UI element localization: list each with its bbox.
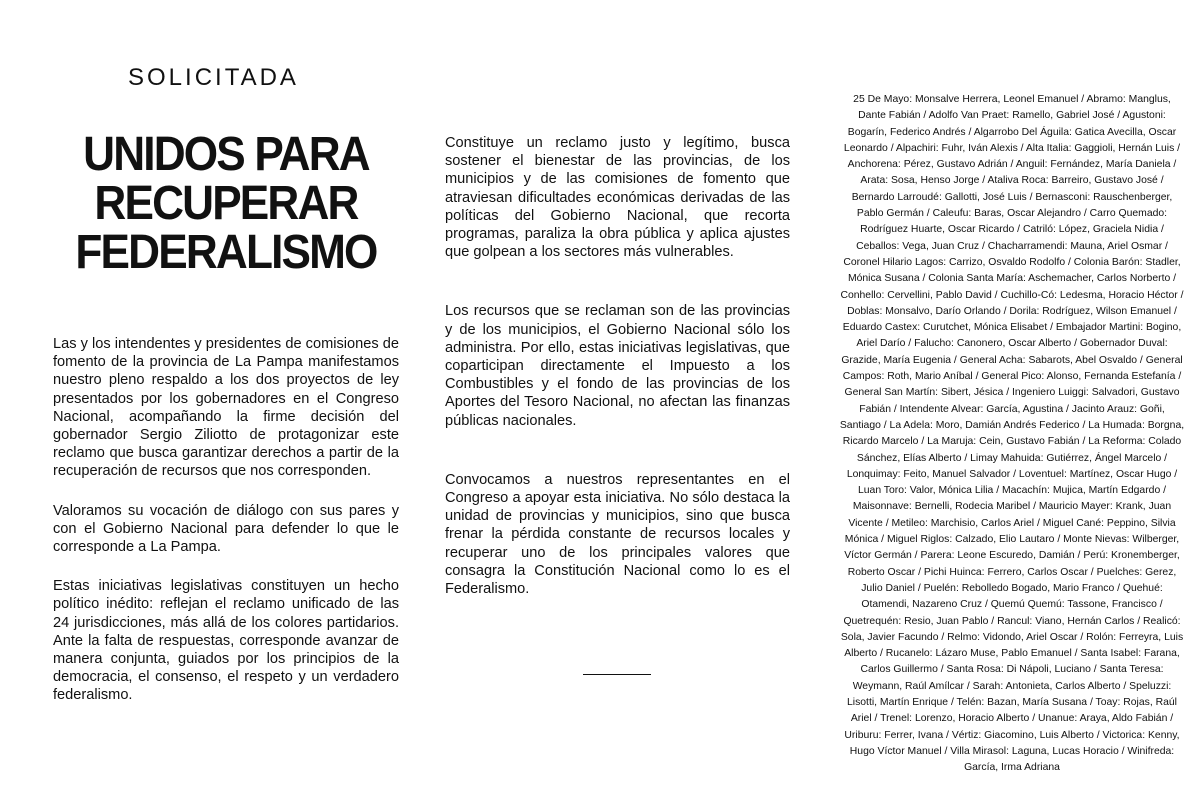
left-paragraph-1: Las y los intendentes y presidentes de comisiones de fomento de la provincia de La Pampa manifestamos nuestro pleno respaldo a los dos proyectos de ley presentados por los gobernadores en el Congreso Nacional, acompañando la firme decisión del gobernador Sergio Ziliotto de protagonizar este reclamo que busca garantizar derechos a partir de la recuperación de recursos que nos corresponden. [53,336,399,480]
middle-column [445,134,790,598]
left-paragraph-3: Estas iniciativas legislativas constituyen un hecho político inédito: reflejan el reclamo unificado de las 24 jurisdicciones, más allá de los colores partidarios. Ante la falta de respuestas, corresponde avanzar de manera conjunta, guiados por los principios de la democracia, el consenso, el respeto y un verdadero federalismo. [53,578,399,704]
headline-line-3: FEDERALISMO [75,226,377,279]
solicitada-label: SOLICITADA [128,64,299,91]
signatories-list: 25 De Mayo: Monsalve Herrera, Leonel Emanuel / Abramo: Manglus, Dante Fabián / Adolfo Van Praet: Ramello, Gabriel José / Agustoni: Bogarín, Federico Andrés / Algarrobo Del Águila: Gatica Avecilla, Oscar Leonardo / Alpachiri: Fuhr, Iván Alexis / Alta Italia: Gaggioli, Hernán Luis / Anchorena: Pérez, Gustavo Adrián / Anguil: Fernández, María Daniela / Arata: Sosa, Henso Jorge / Ataliva Roca: Barreiro, Gustavo José / Bernardo Larroudé: Gallotti, José Luis / Bernasconi: Rauschenberger, Pablo Germán / Caleufu: Baras, Oscar Alejandro / Carro Quemado: Rodríguez Huarte, Oscar Ricardo / Catriló: López, Graciela Nidia / Ceballos: Vega, Juan Cruz / Chacharramendi: Mauna, Ariel Osmar / Coronel Hilario Lagos: Carrizo, Osvaldo Rodolfo / Colonia Barón: Stadler, Mónica Susana / Colonia Santa María: Aschemacher, Carlos Norberto / Conhello: Cervellini, Pablo David / Cuchillo-Có: Ledesma, Horacio Héctor / Doblas: Monsalvo, Darío Orlando / Dorila: Rodríguez, Wilson Emanuel / Eduardo Castex: Curutchet, Mónica Elisabet / Embajador Martini: Bogino, Ariel Darío / Falucho: Canonero, Oscar Alberto / Gobernador Duval: Grazide, María Eugenia / General Acha: Sabarots, Abel Osvaldo / General Campos: Roth, Mario Aníbal / General Pico: Alonso, Fernanda Estefanía / General San Martín: Sibert, Jésica / Ingeniero Luiggi: Salvadori, Gustavo Fabián / Intendente Alvear: García, Agustina / Jacinto Arauz: Goñi, Santiago / La Adela: Moro, Damián Andrés Federico / La Humada: Borgna, Ricardo Marcelo / La Maruja: Cein, Gustavo Fabián / La Reforma: Colado Sánchez, Elías Alberto / Limay Mahuida: Gutiérrez, Ángel Marcelo / Lonquimay: Feito, Manuel Salvador / Loventuel: Martínez, Oscar Hugo / Luan Toro: Valor, Mónica Lilia / Macachín: Mujica, Martín Edgardo / Maisonnave: Bernelli, Rodecia Maribel / Mauricio Mayer: Krank, Juan Vicente / Metileo: Marchisio, Carlos Ariel / Miguel Cané: Peppino, Silvia Mónica / Miguel Riglos: Calzado, Elio Lautaro / Monte Nievas: Wilberger, Víctor Germán / Parera: Leone Escuredo, Damián / Perú: Kronemberger, Roberto Oscar / Pichi Huinca: Ferrero, Carlos Oscar / Puelches: Gerez, Julio Daniel / Puelén: Rebolledo Bogado, Mario Franco / Quehué: Otamendi, Nazareno Cruz / Quemú Quemú: Tassone, Francisco / Quetrequén: Resio, Juan Pablo / Rancul: Viano, Hernán Carlos / Realicó: Sola, Javier Facundo / Relmo: Vidondo, Ariel Oscar / Rolón: Ferreyra, Luis Alberto / Rucanelo: Lázaro Muse, Pablo Emanuel / Santa Isabel: Farana, Carlos Guillermo / Santa Rosa: Di Nápoli, Luciano / Santa Teresa: Weymann, Raúl Amílcar / Sarah: Antonieta, Carlos Alberto / Speluzzi: Lisotti, Martín Enrique / Telén: Bazan, María Susana / Toay: Rojas, Raúl Ariel / Trenel: Lorenzo, Horacio Alberto / Unanue: Araya, Aldo Fabián / Uriburu: Ferrer, Ivana / Vértiz: Giacomino, Luis Alberto / Victorica: Kenny, Hugo Víctor Manuel / Villa Mirasol: Laguna, Lucas Horacio / Winifreda: García, Irma Adriana [839,94,1185,774]
headline [46,130,406,277]
left-paragraph-2: Valoramos su vocación de diálogo con sus pares y con el Gobierno Nacional para defender lo que le corresponde a La Pampa. [53,502,399,556]
middle-paragraph-1: Constituye un reclamo justo y legítimo, busca sostener el bienestar de las provincias, de los municipios y de las comisiones de fomento que atraviesan dificultades económicas derivadas de las políticas del Gobierno Nacional, que recorta programas, paraliza la obra pública y aplica ajustes que golpean a los sectores más vulnerables. [445,135,790,261]
left-column [53,335,399,705]
headline-line-1: UNIDOS PARA [83,128,369,181]
middle-paragraph-3: Convocamos a nuestros representantes en el Congreso a apoyar esta iniciativa. No sólo destaca la unidad de provincias y municipios, sino que busca frenar la pérdida constante de recursos locales y recuperar uno de los principales valores que consagra la Constitución Nacional como lo es el Federalismo. [445,471,790,598]
middle-paragraph-2: Los recursos que se reclaman son de las provincias y de los municipios, el Gobierno Nacional sólo los administra. Por ello, estas iniciativas legislativas, que coparticipan directamente el Impuesto a los Combustibles y el fondo de las provincias de los Aportes del Tesoro Nacional, no afectan las finanzas públicas nacionales. [445,303,790,429]
divider-line [583,674,651,675]
headline-line-2: RECUPERAR [94,177,358,230]
